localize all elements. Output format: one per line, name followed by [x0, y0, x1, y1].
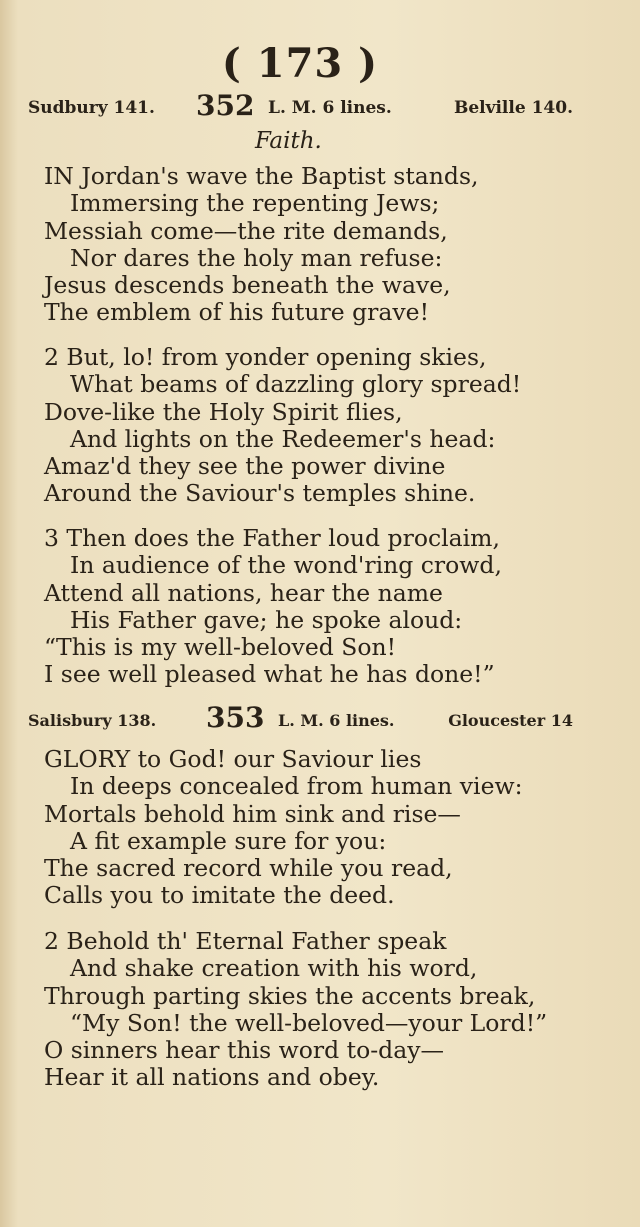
verse-line: Calls you to imitate the deed. — [44, 881, 395, 910]
verse-line: Hear it all nations and obey. — [44, 1063, 380, 1092]
tune-right: Belville 140. — [453, 98, 573, 118]
meter: L. M. 6 lines. — [278, 711, 395, 730]
verse-line: Immersing the repenting Jews; — [70, 189, 440, 218]
stanza — [44, 344, 614, 508]
verse-line: And shake creation with his word, — [70, 954, 478, 983]
verse-line: What beams of dazzling glory spread! — [70, 370, 522, 399]
verse-line: The emblem of his future grave! — [44, 298, 430, 327]
meter: L. M. 6 lines. — [268, 98, 392, 118]
page-number: ( 173 ) — [221, 40, 379, 87]
verse-line: Attend all nations, hear the name — [44, 578, 443, 607]
verse-line: Through parting skies the accents break, — [44, 981, 536, 1010]
hymn-number: 353 — [206, 701, 265, 734]
verse-line: Dove-like the Holy Spirit flies, — [44, 397, 403, 426]
verse-line: GLORY to God! our Saviour lies — [44, 745, 422, 773]
verse-line: 2 But, lo! from yonder opening skies, — [44, 343, 487, 371]
verse-line: I see well pleased what he has done!” — [44, 660, 495, 689]
verse-line: “This is my well-beloved Son! — [44, 633, 397, 662]
verse-line: 2 Behold th' Eternal Father speak — [44, 927, 447, 955]
verse-line: In audience of the wond'ring crowd, — [70, 551, 502, 580]
hymn-header — [28, 700, 573, 734]
verse-line: The sacred record while you read, — [44, 854, 453, 883]
hymn-topic: Faith. — [255, 128, 322, 154]
verse-line: Around the Saviour's temples shine. — [44, 479, 476, 508]
verse-line: Mortals behold him sink and rise— — [44, 799, 461, 828]
verse-line: IN Jordan's wave the Baptist stands, — [44, 162, 479, 190]
verse-line: O sinners hear this word to-day— — [44, 1036, 445, 1065]
tune-left: Salisbury 138. — [28, 711, 157, 730]
verse-line: Jesus descends beneath the wave, — [44, 271, 451, 300]
hymn-header — [28, 88, 573, 122]
stanza — [44, 746, 614, 910]
verse-line: A fit example sure for you: — [70, 826, 387, 855]
verse-line: Messiah come—the rite demands, — [44, 216, 448, 245]
stanza — [44, 525, 614, 689]
verse-line: 3 Then does the Father loud proclaim, — [44, 524, 500, 552]
verse-line: And lights on the Redeemer's head: — [70, 424, 496, 453]
stanza — [44, 928, 614, 1092]
verse-line: In deeps concealed from human view: — [70, 772, 523, 801]
tune-right: Gloucester 14 — [448, 711, 573, 730]
tune-left: Sudbury 141. — [28, 98, 155, 118]
verse-line: Amaz'd they see the power divine — [44, 452, 446, 481]
verse-line: His Father gave; he spoke aloud: — [70, 605, 463, 634]
verse-line: “My Son! the well-beloved—your Lord!” — [70, 1008, 548, 1037]
hymn-number: 352 — [196, 89, 255, 122]
verse-line: Nor dares the holy man refuse: — [70, 243, 443, 272]
stanza — [44, 163, 614, 327]
